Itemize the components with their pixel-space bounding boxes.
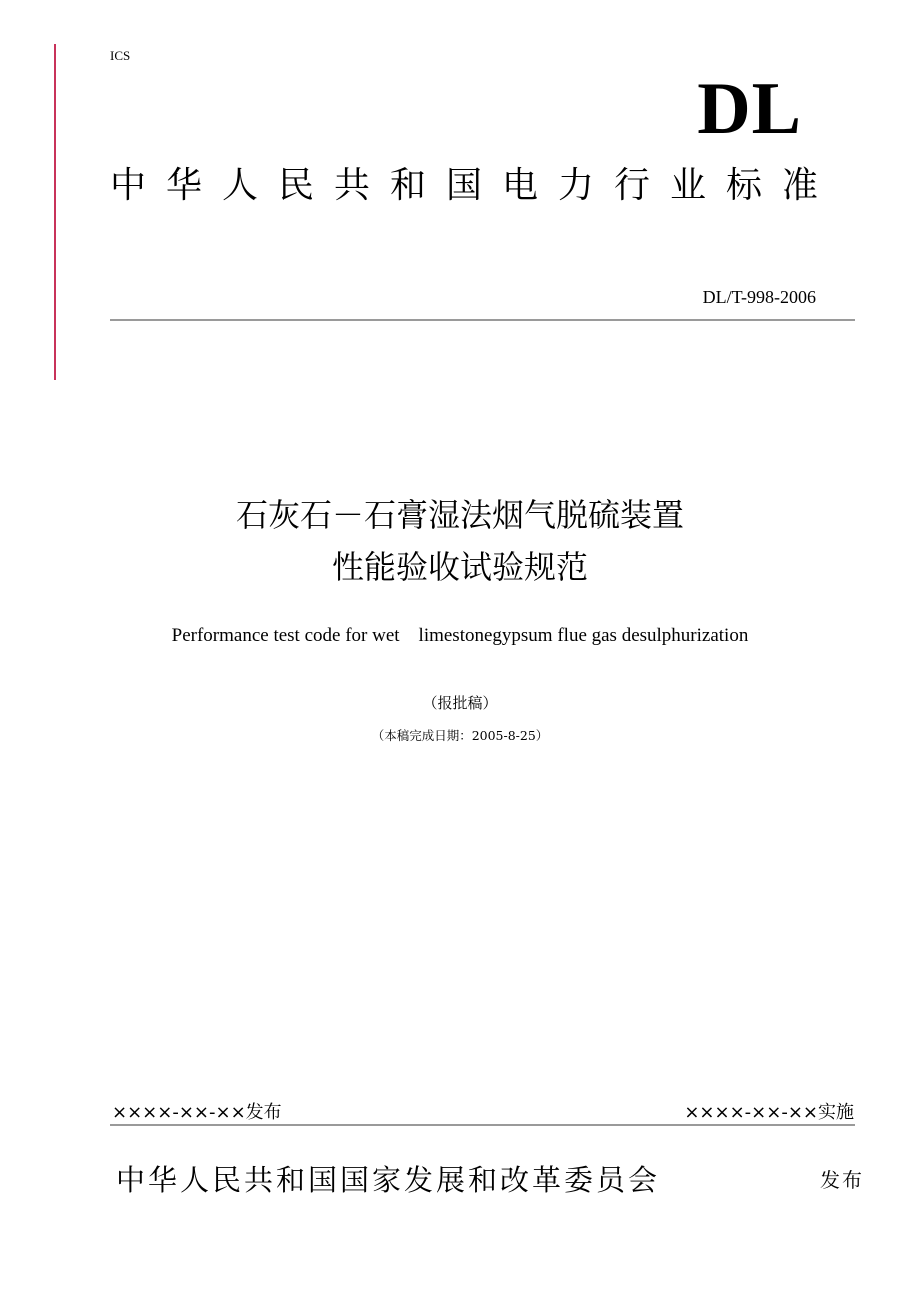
publisher-suffix: 发布 — [820, 1168, 864, 1192]
margin-line — [54, 44, 56, 380]
ics-label: ICS — [110, 48, 131, 63]
implementation-date: ××××-××-××实施 — [684, 1102, 854, 1123]
english-title: Performance test code for wet limestonegypsum flue gas desulphurization — [171, 625, 749, 646]
header-divider — [110, 319, 855, 321]
document-title-line-2: 性能验收试验规范 — [331, 548, 588, 586]
issue-date: ××××-××-××发布 — [112, 1102, 282, 1123]
draft-completion-date: （本稿完成日期：2005-8-25） — [371, 728, 549, 743]
standard-number: DL/T-998-2006 — [702, 287, 816, 307]
standard-mark: DL — [697, 68, 802, 150]
footer-divider — [110, 1124, 855, 1126]
industry-standard-title: 中华人民共和国电力行业标准 — [110, 165, 839, 206]
document-title-line-1: 石灰石－石膏湿法烟气脱硫装置 — [235, 496, 684, 534]
publisher: 中华人民共和国国家发展和改革委员会 — [116, 1163, 661, 1197]
draft-status: （报批稿） — [422, 694, 498, 712]
